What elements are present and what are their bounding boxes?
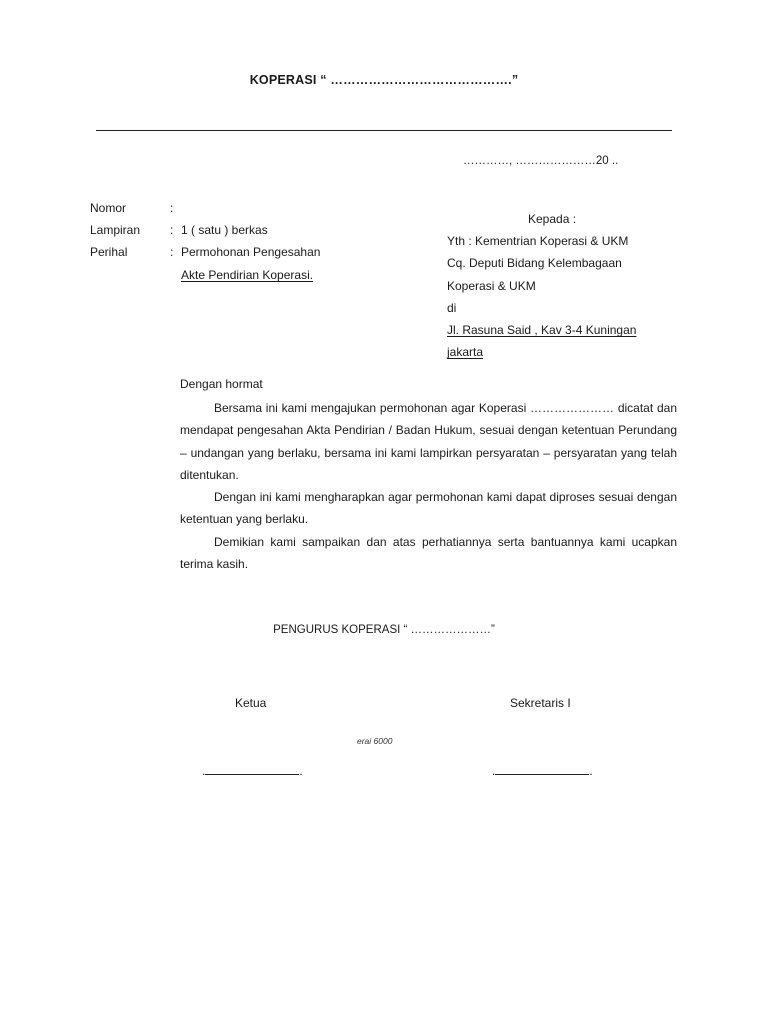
- lampiran-value: 1 ( satu ) berkas: [181, 223, 268, 237]
- recipient-line3: Koperasi & UKM: [447, 279, 536, 293]
- nomor-colon: :: [170, 201, 174, 215]
- recipient-line1: Yth : Kementrian Koperasi & UKM: [447, 234, 629, 248]
- signature-dot: .: [492, 764, 496, 778]
- salutation: Dengan hormat: [180, 377, 263, 391]
- pengurus-heading: PENGURUS KOPERASI “ …………………”: [273, 624, 495, 636]
- date-line: …………, …………………20 ..: [463, 155, 619, 167]
- signature-dot: .: [589, 764, 593, 778]
- recipient-address: Jl. Rasuna Said , Kav 3-4 Kuningan: [447, 323, 637, 337]
- signature-blank: [495, 764, 589, 775]
- kepada-label: Kepada :: [528, 212, 577, 226]
- perihal-line2: Akte Pendirian Koperasi.: [181, 268, 314, 282]
- header-rule: [96, 130, 672, 131]
- sekretaris-label: Sekretaris I: [510, 696, 571, 710]
- nomor-label: Nomor: [90, 201, 127, 215]
- signature-dot: .: [299, 764, 303, 778]
- signature-blank: [205, 764, 299, 775]
- ketua-signature-line: [202, 764, 303, 778]
- letter-body: [180, 397, 677, 575]
- page-title: KOPERASI “ …………………………………….”: [249, 73, 519, 87]
- paragraph-3: Demikian kami sampaikan dan atas perhatiannya serta bantuannya kami ucapkan terima kasih.: [180, 534, 677, 572]
- lampiran-label: Lampiran: [90, 223, 141, 237]
- lampiran-colon: :: [170, 223, 174, 237]
- perihal-colon: :: [170, 245, 174, 259]
- perihal-line1: Permohonan Pengesahan: [181, 245, 321, 259]
- perihal-label: Perihal: [90, 245, 128, 259]
- paragraph-1: Bersama ini kami mengajukan permohonan agar Koperasi ………………… dicatat dan mendapat pengesahan Akta Pendirian / Badan Hukum, sesuai dengan ketentuan Perundang – undangan yang berlaku, bersama ini kami lampirkan persyaratan – persyaratan yang telah ditentukan.: [180, 401, 677, 482]
- recipient-line2: Cq. Deputi Bidang Kelembagaan: [447, 256, 622, 270]
- ketua-label: Ketua: [235, 696, 267, 710]
- sekretaris-signature-line: [492, 764, 593, 778]
- signature-dot: .: [202, 764, 206, 778]
- paragraph-2: Dengan ini kami mengharapkan agar permohonan kami dapat diproses sesuai dengan ketentuan yang berlaku.: [180, 490, 677, 527]
- recipient-line4: di: [447, 301, 457, 315]
- recipient-city: jakarta: [447, 345, 484, 359]
- stamp-text: erai 6000: [357, 736, 393, 746]
